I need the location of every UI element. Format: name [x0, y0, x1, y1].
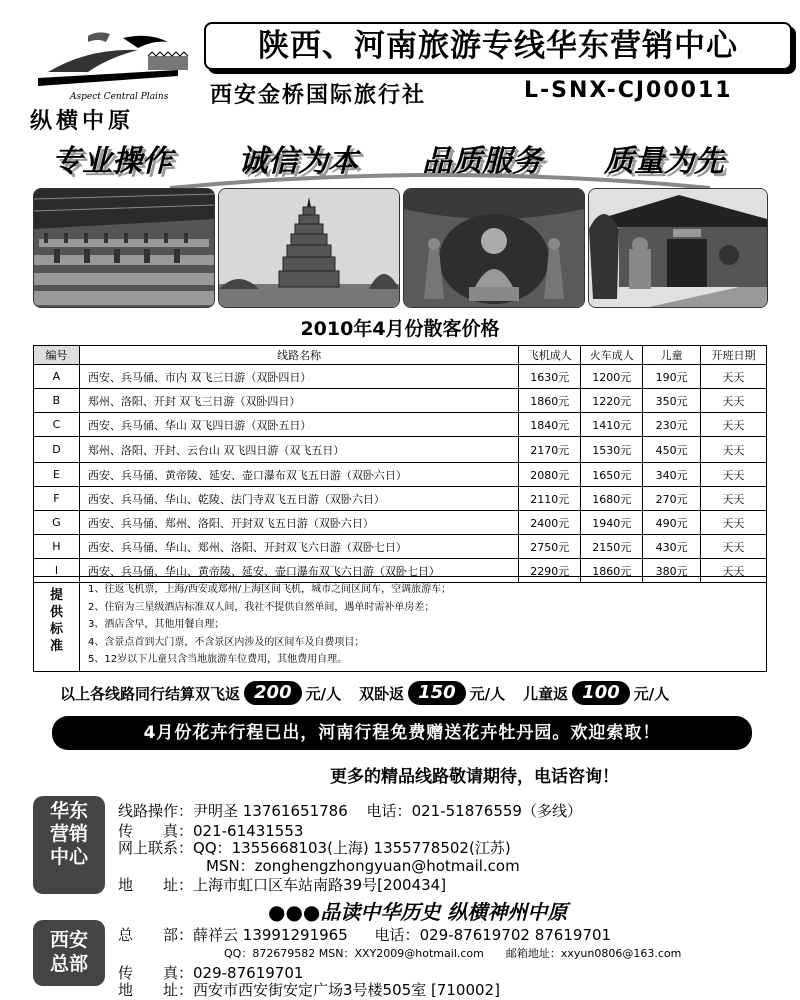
east-address-value: 上海市虹口区车站南路39号[200434] [193, 876, 447, 894]
east-address-line [118, 874, 446, 895]
operator-value: 尹明圣 13761651786 [193, 802, 348, 820]
table-row [34, 511, 767, 535]
child-rebate-badge: 100 [572, 681, 630, 705]
hq-online-contacts: QQ：872679582 MSN：XXY2009@hotmail.com 邮箱地址：xxyun0806@163.com [224, 947, 682, 960]
list-item: 3、酒店含早，其他用餐自理； [88, 619, 225, 630]
row-route: 郑州、洛阳、开封、云台山 双飞四日游（双飞五日） [79, 437, 518, 463]
train-rebate-unit: 元/人 [469, 684, 506, 703]
slogan: 专业操作 [52, 144, 172, 179]
shaolin-temple-gate-photo [588, 188, 768, 308]
row-child-price: 190元 [643, 365, 701, 389]
row-air-price: 1860元 [519, 389, 581, 413]
rebate-line [60, 680, 669, 706]
row-child-price: 380元 [643, 559, 701, 583]
row-id: B [34, 389, 80, 413]
row-train-price: 2150元 [581, 535, 643, 559]
row-id: H [34, 535, 80, 559]
row-child-price: 340元 [643, 463, 701, 487]
hq-fax-label: 传 真： [118, 964, 194, 982]
hq-label: 总 部： [118, 926, 194, 944]
row-child-price: 270元 [643, 487, 701, 511]
service-standards [33, 576, 767, 672]
row-train-price: 1940元 [581, 511, 643, 535]
row-air-price: 2110元 [519, 487, 581, 511]
row-schedule: 天天 [701, 535, 767, 559]
row-air-price: 1840元 [519, 413, 581, 437]
list-item: 5、12岁以下儿童只含当地旅游车位费用，其他费用自理。 [88, 654, 348, 665]
east-fax-label: 传 真： [118, 822, 194, 840]
row-air-price: 2750元 [519, 535, 581, 559]
row-train-price: 1650元 [581, 463, 643, 487]
row-id: F [34, 487, 80, 511]
longmen-grottoes-buddha-photo [403, 188, 585, 308]
row-air-price: 2170元 [519, 437, 581, 463]
hq-line [118, 924, 611, 945]
more-routes-text: 更多的精品线路敬请期待，电话咨询！ [330, 767, 619, 787]
hq-phone-value: 029-87619702 87619701 [419, 926, 612, 944]
table-header-row [34, 346, 767, 365]
train-rebate-badge: 150 [408, 681, 466, 705]
service-standards-label [34, 577, 80, 671]
row-schedule: 天天 [701, 389, 767, 413]
east-phone-label: 电话： [366, 802, 412, 820]
column-header-id: 编号 [34, 346, 80, 365]
row-schedule: 天天 [701, 413, 767, 437]
hq-online-line [224, 945, 681, 961]
table-row [34, 437, 767, 463]
child-rebate-prefix: 儿童返 [523, 684, 569, 703]
air-rebate-unit: 元/人 [305, 684, 342, 703]
rebate-prefix: 以上各线路同行结算双飞返 [60, 684, 241, 703]
terracotta-warriors-photo [33, 188, 215, 308]
row-train-price: 1680元 [581, 487, 643, 511]
agency-name: 西安金桥国际旅行社 [210, 83, 427, 108]
row-air-price: 1630元 [519, 365, 581, 389]
row-air-price: 2400元 [519, 511, 581, 535]
row-air-price: 2290元 [519, 559, 581, 583]
hq-address-line [118, 979, 500, 1000]
price-table-title: 2010年4月份散客价格 [300, 318, 500, 340]
row-child-price: 230元 [643, 413, 701, 437]
license-number: L-SNX-CJ00011 [524, 78, 733, 103]
page-title: 陕西、河南旅游专线华东营销中心 [204, 22, 792, 70]
row-id: I [34, 559, 80, 583]
child-rebate-unit: 元/人 [633, 684, 670, 703]
row-route: 郑州、洛阳、开封 双飞三日游（双卧四日） [79, 389, 518, 413]
table-row [34, 487, 767, 511]
row-id: G [34, 511, 80, 535]
row-child-price: 450元 [643, 437, 701, 463]
row-id: D [34, 437, 80, 463]
row-schedule: 天天 [701, 437, 767, 463]
row-child-price: 490元 [643, 511, 701, 535]
table-row [34, 535, 767, 559]
table-row [34, 463, 767, 487]
big-wild-goose-pagoda-photo [218, 188, 400, 308]
train-rebate-prefix: 双卧返 [359, 684, 405, 703]
msn-line [206, 855, 520, 876]
row-train-price: 1200元 [581, 365, 643, 389]
row-child-price: 430元 [643, 535, 701, 559]
row-train-price: 1860元 [581, 559, 643, 583]
row-schedule: 天天 [701, 463, 767, 487]
horse-logo-icon [28, 28, 198, 98]
operator-label: 线路操作： [118, 802, 194, 820]
table-row [34, 365, 767, 389]
hq-phone-label: 电话： [374, 926, 420, 944]
east-office-badge [33, 796, 105, 894]
list-item: 2、住宿为三星级酒店标准双人间，我社不提供自然单间，遇单时需补单房差； [88, 601, 435, 613]
row-route: 西安、兵马俑、郑州、洛阳、开封双飞五日游（双卧六日） [79, 511, 518, 535]
row-air-price: 2080元 [519, 463, 581, 487]
row-schedule: 天天 [701, 559, 767, 583]
promo-banner: 4月份花卉行程已出，河南行程免费赠送花卉牡丹园。欢迎索取！ [52, 716, 752, 750]
slogan: 质量为先 [604, 144, 724, 179]
hq-address-label: 地 址： [118, 981, 194, 999]
hq-address-value: 西安市西安街安定广场3号楼505室 [710002] [193, 981, 500, 999]
online-contact-label: 网上联系： [118, 839, 194, 857]
operator-line [118, 800, 582, 821]
xian-hq-badge [33, 920, 105, 986]
row-train-price: 1220元 [581, 389, 643, 413]
column-header-schedule: 开班日期 [701, 346, 767, 365]
slogan: 品质服务 [422, 144, 542, 179]
row-route: 西安、兵马俑、华山 双飞四日游（双卧五日） [79, 413, 518, 437]
qq-contact: QQ：1355668103(上海) 1355778502(江苏) [193, 839, 511, 857]
east-office-label: 华东营销中心 [49, 800, 88, 868]
row-schedule: 天天 [701, 511, 767, 535]
row-child-price: 350元 [643, 389, 701, 413]
hq-value: 薛祥云 13991291965 [193, 926, 348, 944]
east-fax-value: 021-61431553 [193, 822, 304, 840]
row-train-price: 1410元 [581, 413, 643, 437]
row-route: 西安、兵马俑、华山、黄帝陵、延安、壶口瀑布双飞六日游（双卧七日） [79, 559, 518, 583]
row-route: 西安、兵马俑、华山、郑州、洛阳、开封双飞六日游（双卧七日） [79, 535, 518, 559]
xian-hq-label: 西安总部 [49, 929, 88, 975]
row-route: 西安、兵马俑、市内 双飞三日游（双卧四日） [79, 365, 518, 389]
air-rebate-badge: 200 [244, 681, 302, 705]
brand-tagline: ●●●品读中华历史 纵横神州中原 [268, 900, 568, 924]
row-train-price: 1530元 [581, 437, 643, 463]
column-header-air-adult: 飞机成人 [519, 346, 581, 365]
service-standards-list [88, 581, 451, 669]
east-address-label: 地 址： [118, 876, 194, 894]
row-id: E [34, 463, 80, 487]
column-header-train-adult: 火车成人 [581, 346, 643, 365]
row-id: C [34, 413, 80, 437]
table-row [34, 413, 767, 437]
service-standards-label-text: 提供标准 [49, 588, 63, 654]
logo-english-text: Aspect Central Plains [70, 92, 169, 102]
hq-fax-value: 029-87619701 [193, 964, 304, 982]
row-schedule: 天天 [701, 487, 767, 511]
logo-chinese-text: 纵横中原 [30, 108, 135, 134]
list-item: 1、往返飞机票，上海/西安或郑州/上海区间飞机，城市之间区间车，空调旅游车； [88, 584, 452, 595]
table-row [34, 389, 767, 413]
row-id: A [34, 365, 80, 389]
column-header-route: 线路名称 [79, 346, 518, 365]
row-route: 西安、兵马俑、黄帝陵、延安、壶口瀑布双飞五日游（双卧六日） [79, 463, 518, 487]
msn-contact: MSN：zonghengzhongyuan@hotmail.com [206, 857, 520, 875]
column-header-child: 儿童 [643, 346, 701, 365]
list-item: 4、含景点首到大门票，不含景区内涉及的区间车及自费项目； [88, 636, 365, 648]
row-route: 西安、兵马俑、华山、乾陵、法门寺双飞五日游（双卧六日） [79, 487, 518, 511]
east-phone-value: 021-51876559（多线） [411, 802, 582, 820]
price-table [33, 345, 767, 583]
row-schedule: 天天 [701, 365, 767, 389]
slogan: 诚信为本 [238, 144, 358, 179]
